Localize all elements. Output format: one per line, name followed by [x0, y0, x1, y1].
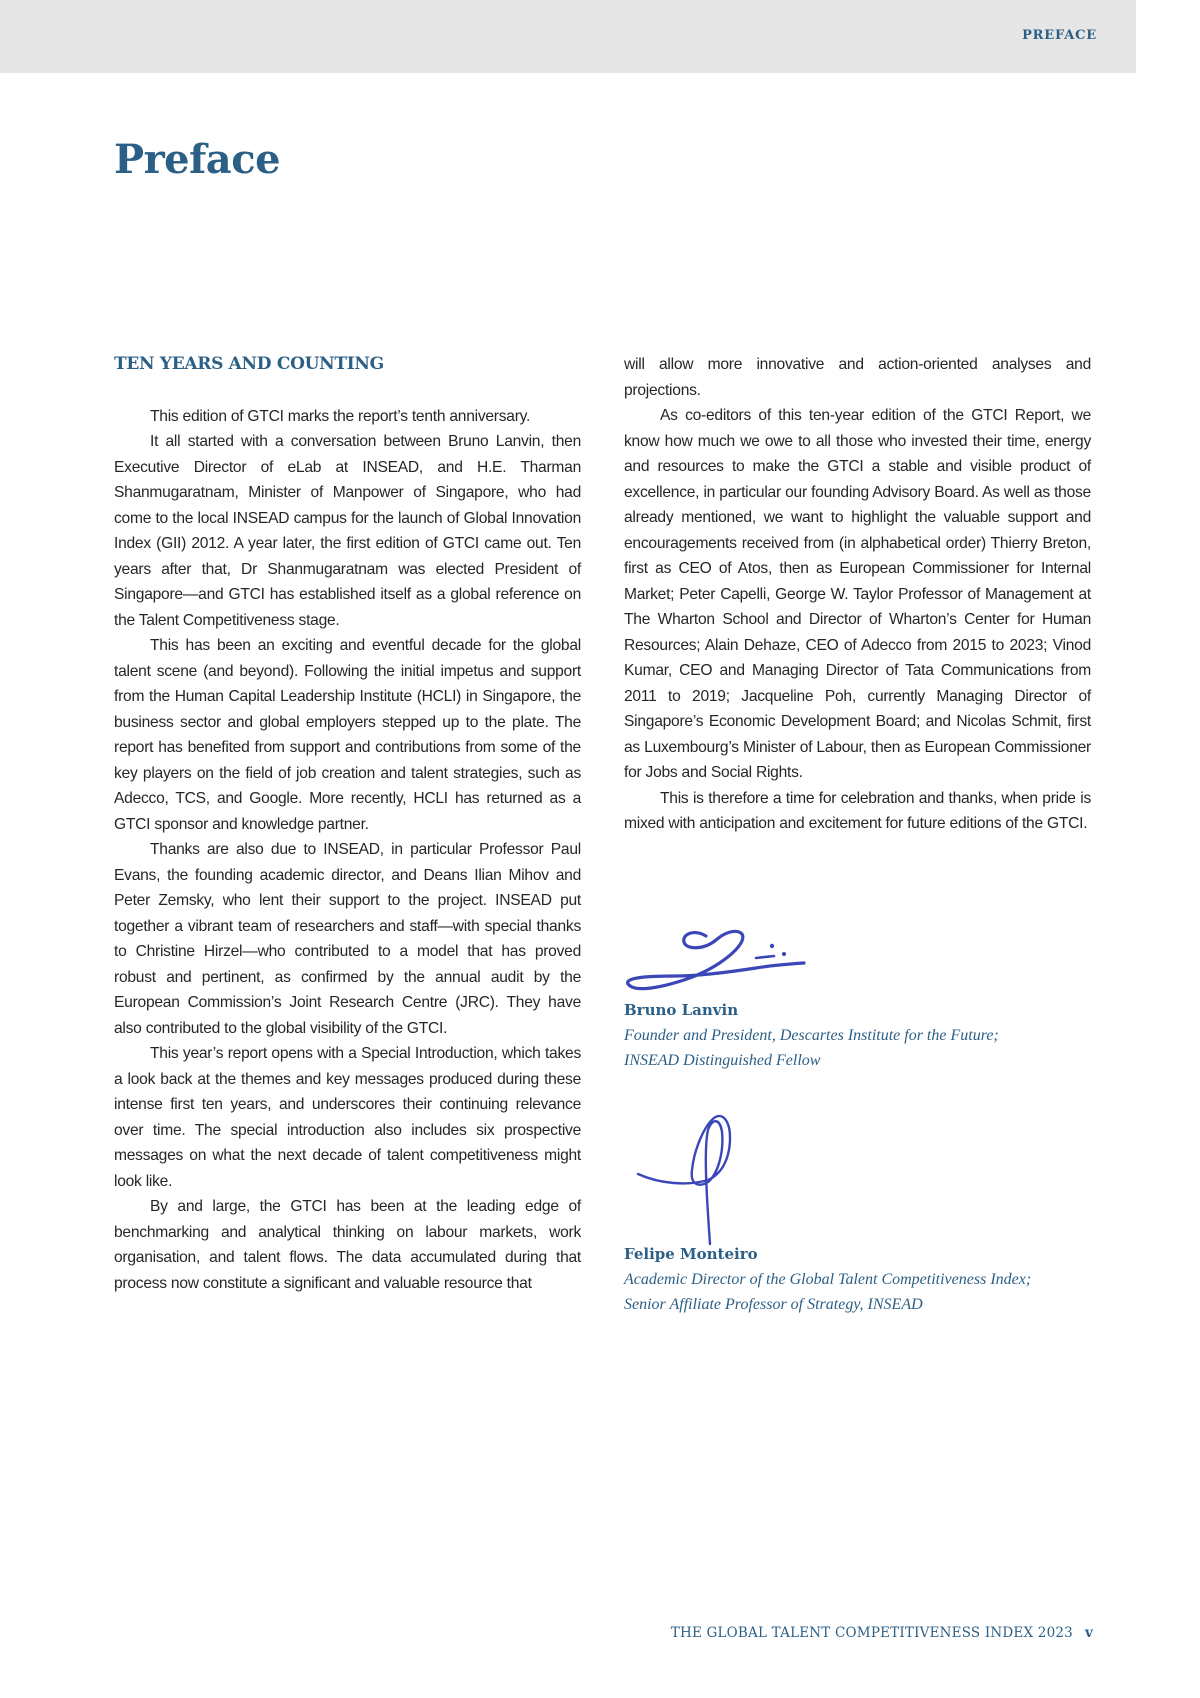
body-paragraph: It all started with a conversation between Bruno Lanvin, then Executive Director of eLab at INSEAD, and H.E. Tharman Shanmugaratnam, Minister of Manpower of Singapore, who had come to the local INSEAD campus for the launch of Global Innovation Index (GII) 2012. A year later, the first edition of GTCI came out. Ten years after that, Dr Shanmugaratnam was elected President of Singapore—and GTCI has established itself as a global reference on the Talent Competitiveness stage. — [114, 433, 581, 629]
body-paragraph: This has been an exciting and eventful decade for the global talent scene (and beyond). Following the initial impetus and support from the Human Capital Leadership Institute (HCLI) in Singapore, the business sector and global employers stepped up to the plate. The report has benefited from support and contributions from some of the key players on the field of job creation and talent strategies, such as Adecco, TCS, and Google. More recently, HCLI has returned as a GTCI sponsor and knowledge partner. — [114, 637, 581, 833]
left-column — [114, 352, 581, 1296]
signatory-name: Felipe Monteiro — [624, 1245, 758, 1263]
signature-block-monteiro — [624, 1242, 1144, 1317]
signature-monteiro-icon — [636, 1108, 756, 1248]
signatory-name: Bruno Lanvin — [624, 1001, 739, 1019]
page-footer — [671, 1625, 1093, 1641]
signature-lanvin-icon — [624, 920, 824, 1002]
signatory-title: Founder and President, Descartes Institute for the Future; — [624, 1027, 999, 1044]
section-heading: TEN YEARS AND COUNTING — [114, 354, 384, 374]
body-paragraph: This is therefore a time for celebration and thanks, when pride is mixed with anticipation and excitement for future editions of the GTCI. — [624, 789, 1091, 832]
page-number: v — [1084, 1625, 1093, 1641]
page-title: Preface — [114, 136, 281, 183]
body-paragraph: As co-editors of this ten-year edition of the GTCI Report, we know how much we owe to all those who invested their time, energy and resources to make the GTCI a stable and visible product of excellence, in particular our founding Advisory Board. As well as those already mentioned, we want to highlight the valuable support and encouragements received from (in alphabetical order) Thierry Breton, first as CEO of Atos, then as European Commissioner for Internal Market; Peter Capelli, George W. Taylor Professor of Management at The Wharton School and Director of Wharton’s Center for Human Resources; Alain Dehaze, CEO of Adecco from 2015 to 2023; Vinod Kumar, CEO and Managing Director of Tata Communications from 2011 to 2019; Jacqueline Poh, currently Managing Director of Singapore’s Economic Development Board; and Nicolas Schmit, first as Luxembourg’s Minister of Labour, then as European Commissioner for Jobs and Social Rights. — [624, 407, 1091, 781]
footer-publication-title: THE GLOBAL TALENT COMPETITIVENESS INDEX 2023 — [670, 1625, 1073, 1641]
body-paragraph: This year’s report opens with a Special Introduction, which takes a look back at the themes and key messages produced during these intense first ten years, and underscores their continuing relevance over time. The special introduction also includes six prospective messages on what the next decade of talent competitiveness might look like. — [114, 1045, 581, 1190]
body-paragraph: By and large, the GTCI has been at the leading edge of benchmarking and analytical thinking on labour markets, work organisation, and talent flows. The data accumulated during that process now constitute a significant and valuable resource that — [114, 1198, 581, 1292]
body-paragraph: This edition of GTCI marks the report’s tenth anniversary. — [150, 407, 531, 425]
signature-block-lanvin — [624, 998, 1144, 1073]
body-paragraph: Thanks are also due to INSEAD, in particular Professor Paul Evans, the founding academic director, and Deans Ilian Mihov and Peter Zemsky, who lent their support to the project. INSEAD put together a vibrant team of researchers and staff—with special thanks to Christine Hirzel—who contributed to a model that has proved robust and pertinent, as confirmed by the annual audit by the European Commission’s Joint Research Centre (JRC). They have also contributed to the global visibility of the GTCI. — [114, 841, 581, 1037]
running-header-label: PREFACE — [1022, 28, 1097, 43]
signatory-title: Senior Affiliate Professor of Strategy, INSEAD — [624, 1296, 923, 1313]
signatory-title: INSEAD Distinguished Fellow — [624, 1052, 821, 1069]
body-paragraph-continuation: will allow more innovative and action-oriented analyses and projections. — [624, 356, 1091, 399]
right-column — [624, 352, 1091, 837]
signatory-title: Academic Director of the Global Talent Competitiveness Index; — [624, 1271, 1032, 1288]
header-band — [0, 0, 1136, 73]
